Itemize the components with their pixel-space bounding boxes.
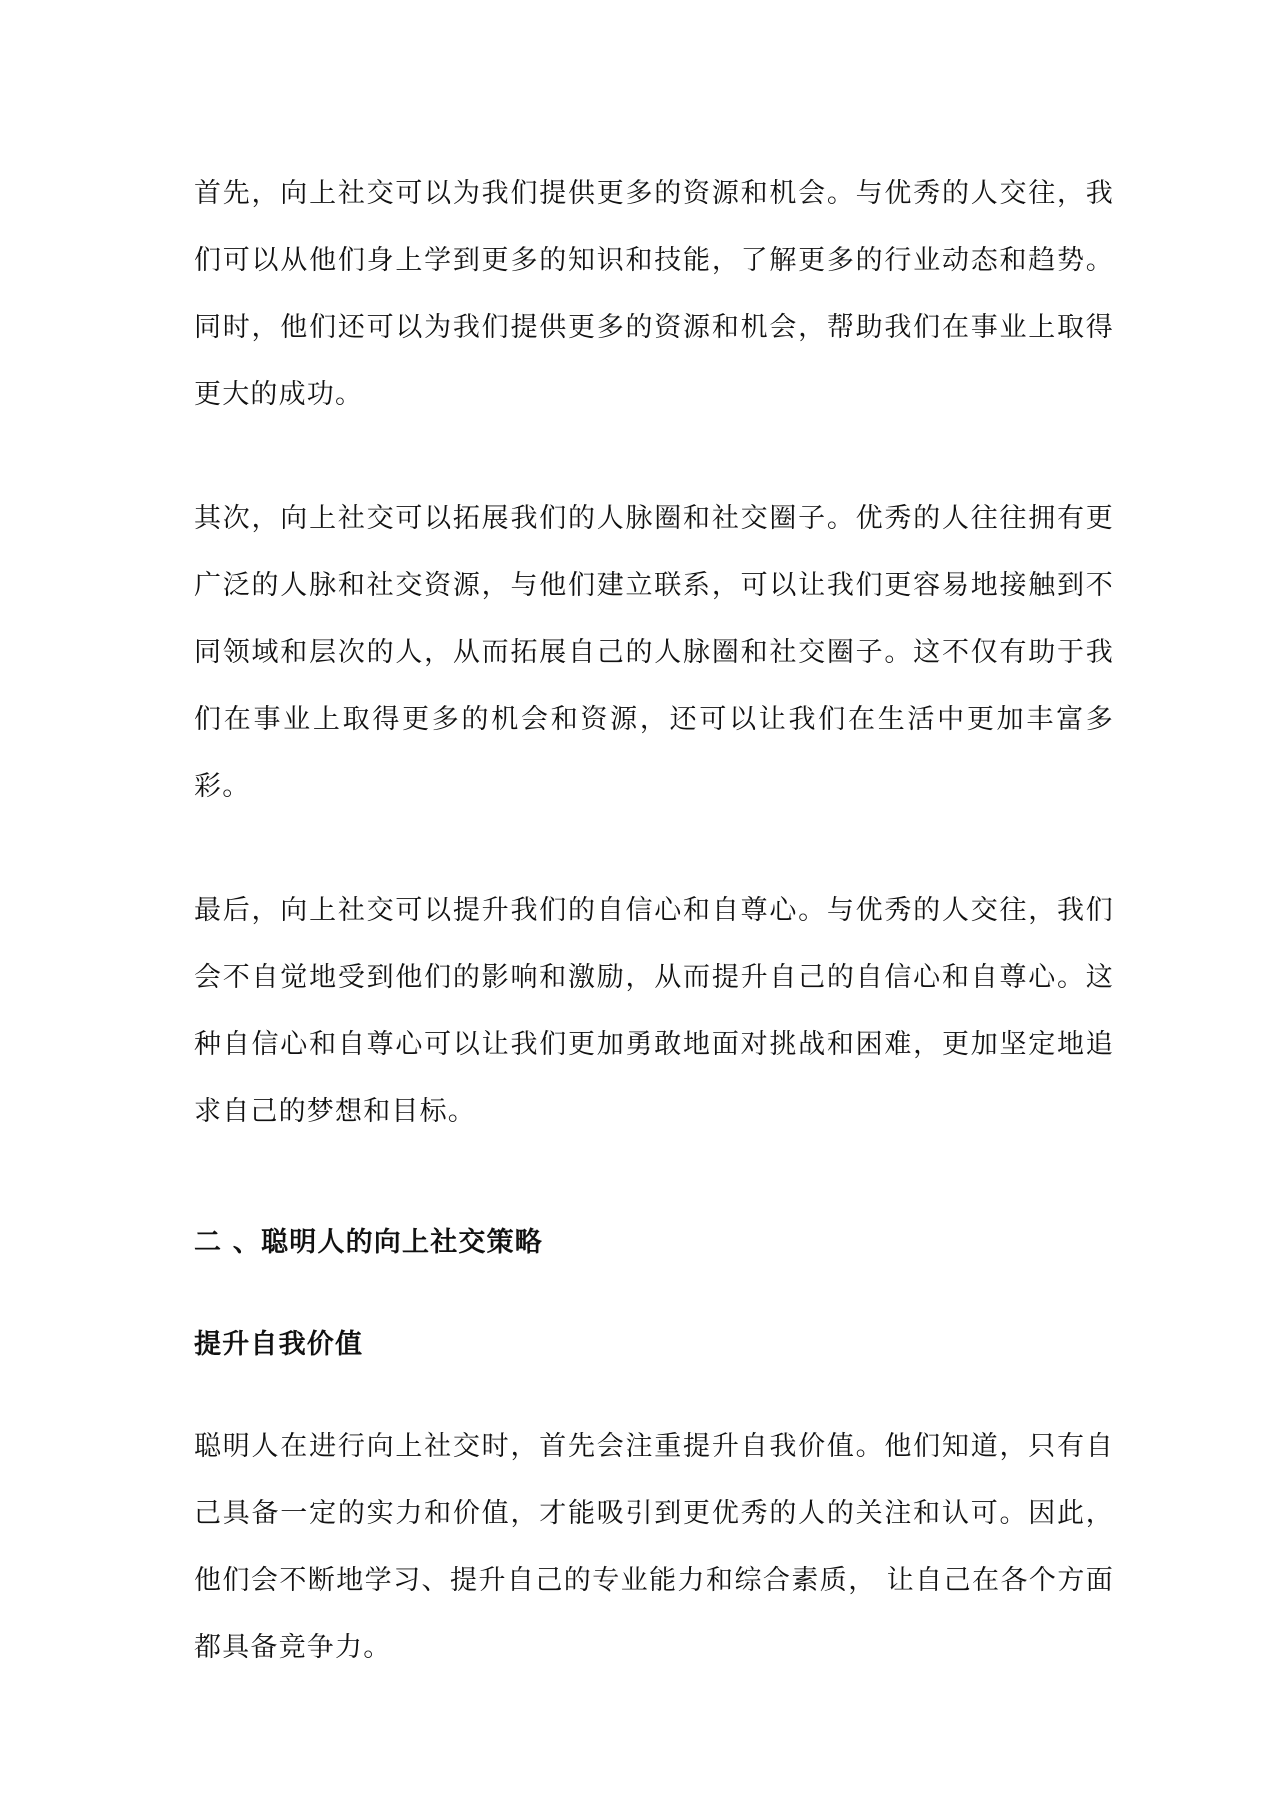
section-heading: 二 、聪明人的向上社交策略: [194, 1227, 543, 1258]
paragraph-resources: 首先，向上社交可以为我们提供更多的资源和机会。与优秀的人交往，我们可以从他们身上学到更多的知识和技能，了解更多的行业动态和趋势。同时，他们还可以为我们提供更多的资源和机会，帮助我们在事业上取得更大的成功。: [194, 178, 1114, 410]
paragraph-network: 其次，向上社交可以拓展我们的人脉圈和社交圈子。优秀的人往往拥有更广泛的人脉和社交资源，与他们建立联系，可以让我们更容易地接触到不同领域和层次的人，从而拓展自己的人脉圈和社交圈子。这不仅有助于我们在事业上取得更多的机会和资源，还可以让我们在生活中更加丰富多彩。: [194, 503, 1114, 802]
subheading: 提升自我价值: [194, 1329, 364, 1360]
paragraph-self-value: 聪明人在进行向上社交时，首先会注重提升自我价值。他们知道，只有自己具备一定的实力和价值，才能吸引到更优秀的人的关注和认可。因此，他们会不断地学习、提升自己的专业能力和综合素质， 让自己在各个方面都具备竞争力。: [194, 1431, 1114, 1663]
paragraph-confidence: 最后，向上社交可以提升我们的自信心和自尊心。与优秀的人交往，我们会不自觉地受到他们的影响和激励，从而提升自己的自信心和自尊心。这种自信心和自尊心可以让我们更加勇敢地面对挑战和困难，更加坚定地追求自己的梦想和目标。: [194, 895, 1114, 1127]
document-body: [194, 160, 1114, 1681]
